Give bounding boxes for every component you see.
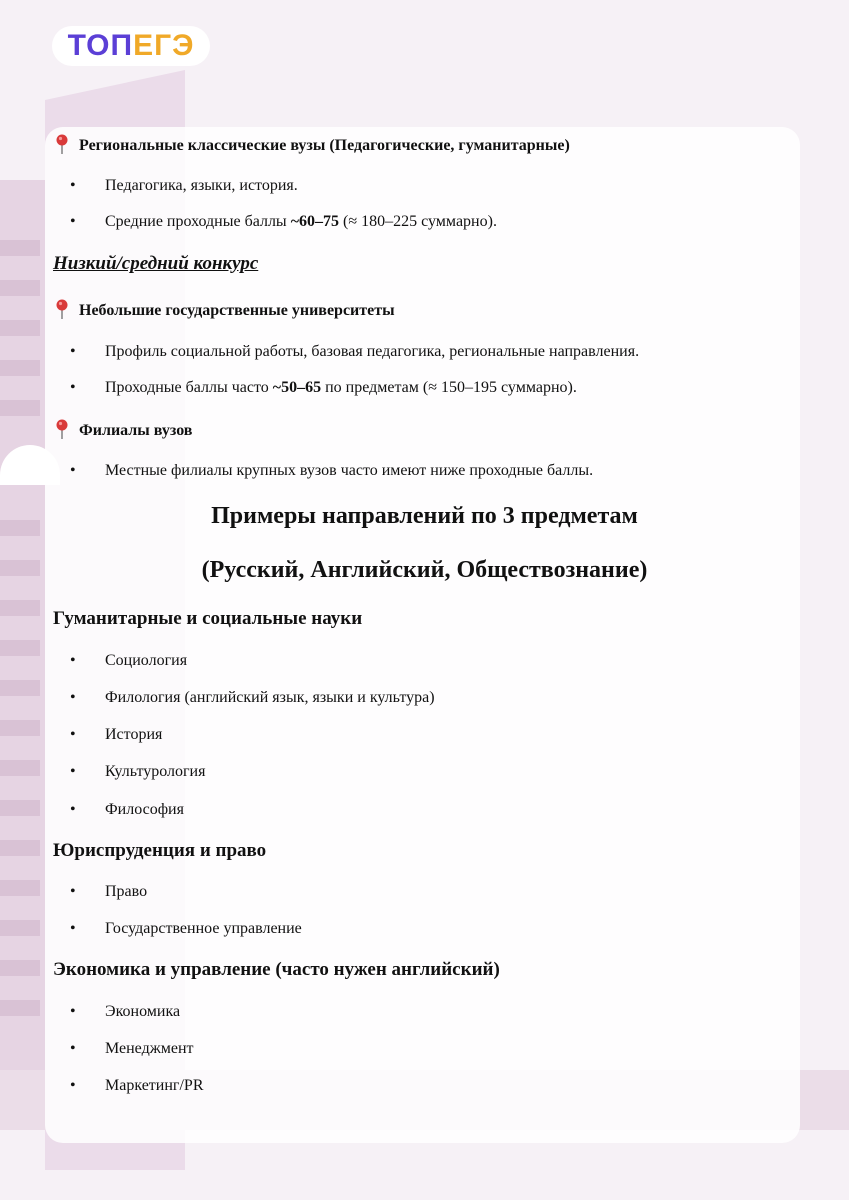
bullet: •	[70, 462, 76, 479]
law-heading: Юриспруденция и право	[53, 840, 267, 861]
topege-logo	[52, 26, 210, 66]
list-item: • История	[70, 726, 163, 743]
bullet: •	[70, 1003, 76, 1020]
list-item: • Культурология	[70, 763, 206, 780]
examples-heading: Примеры направлений по 3 предметам	[211, 503, 638, 529]
small-universities-title: Небольшие государственные университеты	[55, 301, 395, 321]
bullet: •	[70, 1040, 76, 1057]
bullet: •	[70, 689, 76, 706]
low-competition-heading: Низкий/средний конкурс	[53, 253, 259, 274]
list-item: • Проходные баллы часто ~50–65 по предметам (≈ 150–195 суммарно).	[70, 379, 577, 396]
bullet: •	[70, 177, 76, 194]
bullet: •	[70, 343, 76, 360]
pushpin-icon	[55, 419, 69, 439]
score-range: ~50–65	[272, 379, 322, 396]
logo-part-1: ТОП	[67, 29, 134, 62]
list-item: • Государственное управление	[70, 920, 302, 937]
bullet: •	[70, 883, 76, 900]
list-item: • Философия	[70, 801, 184, 818]
list-item: • Средние проходные баллы ~60–75 (≈ 180–225 суммарно).	[70, 213, 497, 230]
score-range: ~60–75	[290, 213, 340, 230]
list-item: • Педагогика, языки, история.	[70, 177, 298, 194]
bullet: •	[70, 726, 76, 743]
list-item: • Профиль социальной работы, базовая педагогика, региональные направления.	[70, 343, 640, 360]
list-item: • Маркетинг/PR	[70, 1077, 204, 1094]
content-card	[45, 127, 800, 1143]
bullet: •	[70, 213, 76, 230]
list-item: • Менеджмент	[70, 1040, 194, 1057]
branches-title: Филиалы вузов	[55, 421, 192, 441]
list-item: • Право	[70, 883, 148, 900]
bullet: •	[70, 763, 76, 780]
humanities-heading: Гуманитарные и социальные науки	[53, 608, 363, 629]
regional-universities-title: Региональные классические вузы (Педагогические, гуманитарные)	[55, 136, 570, 156]
pushpin-icon	[55, 299, 69, 319]
list-item: • Местные филиалы крупных вузов часто имеют ниже проходные баллы.	[70, 462, 594, 479]
list-item: • Экономика	[70, 1003, 181, 1020]
pushpin-icon	[55, 134, 69, 154]
bullet: •	[70, 1077, 76, 1094]
list-item: • Филология (английский язык, языки и культура)	[70, 689, 435, 706]
list-item: • Социология	[70, 652, 188, 669]
bullet: •	[70, 920, 76, 937]
examples-subheading: (Русский, Английский, Обществознание)	[201, 557, 648, 583]
economics-heading: Экономика и управление (часто нужен английский)	[53, 959, 500, 980]
logo-part-2: ЕГЭ	[133, 29, 195, 62]
bullet: •	[70, 801, 76, 818]
bullet: •	[70, 379, 76, 396]
bullet: •	[70, 652, 76, 669]
